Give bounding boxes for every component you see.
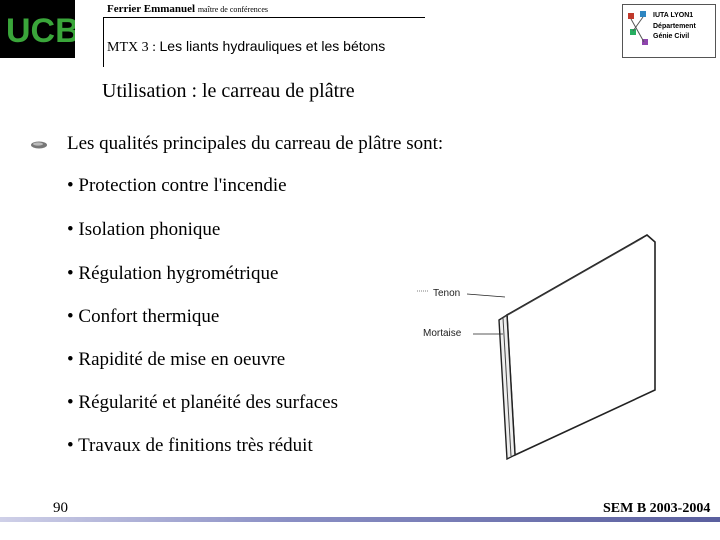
intro-text: Les qualités principales du carreau de plâtre sont: (67, 133, 444, 154)
ucb-logo (0, 0, 75, 58)
iut-logo-line-1: IUTA LYON1 (653, 12, 694, 19)
plaster-tile-figure (415, 230, 665, 460)
iut-logo-line-3: Génie Civil (653, 33, 690, 40)
list-item-text: Isolation phonique (78, 219, 221, 240)
list-item-text: Régulation hygrométrique (78, 263, 279, 284)
slide-subtitle: Utilisation : le carreau de plâtre (102, 80, 355, 102)
course-heading (107, 38, 385, 56)
list-item-text: Travaux de finitions très réduit (78, 435, 313, 456)
author-role: maître de conférences (197, 5, 269, 14)
label-tenon: Tenon (433, 288, 461, 299)
bullet-icon (30, 140, 48, 150)
bullet-glyph: • (67, 349, 74, 370)
bullet-glyph: • (67, 306, 74, 327)
logo-letters: UCB (6, 12, 75, 50)
header-rule (103, 17, 425, 18)
list-item-text: Rapidité de mise en oeuvre (78, 349, 286, 370)
list-item (67, 263, 278, 285)
list-item-text: Confort thermique (78, 306, 220, 327)
bullet-glyph: • (67, 392, 74, 413)
list-item (67, 349, 285, 371)
list-item (67, 175, 287, 197)
list-item (67, 392, 338, 414)
iut-logo (622, 4, 716, 58)
page-number: 90 (53, 500, 68, 516)
label-mortaise: Mortaise (423, 328, 462, 339)
tile-face (507, 235, 655, 455)
footer-bar (0, 517, 720, 522)
list-item (67, 219, 220, 241)
bullet-glyph: • (67, 435, 74, 456)
course-code: MTX 3 : (107, 40, 156, 55)
course-title: Les liants hydrauliques et les bétons (159, 38, 386, 54)
header-divider (103, 17, 104, 67)
list-item-text: Protection contre l'incendie (78, 175, 287, 196)
author-line (107, 3, 268, 15)
iut-emblem-icon (626, 9, 652, 53)
list-item (67, 435, 313, 457)
bullet-glyph: • (67, 219, 74, 240)
author-name: Ferrier Emmanuel (107, 3, 196, 15)
bullet-glyph: • (67, 175, 74, 196)
session-label: SEM B 2003-2004 (603, 501, 711, 516)
list-item (67, 306, 219, 328)
bullet-glyph: • (67, 263, 74, 284)
iut-logo-line-2: Département (653, 23, 696, 30)
list-item-text: Régularité et planéité des surfaces (78, 392, 338, 413)
leader-tenon (467, 294, 505, 297)
